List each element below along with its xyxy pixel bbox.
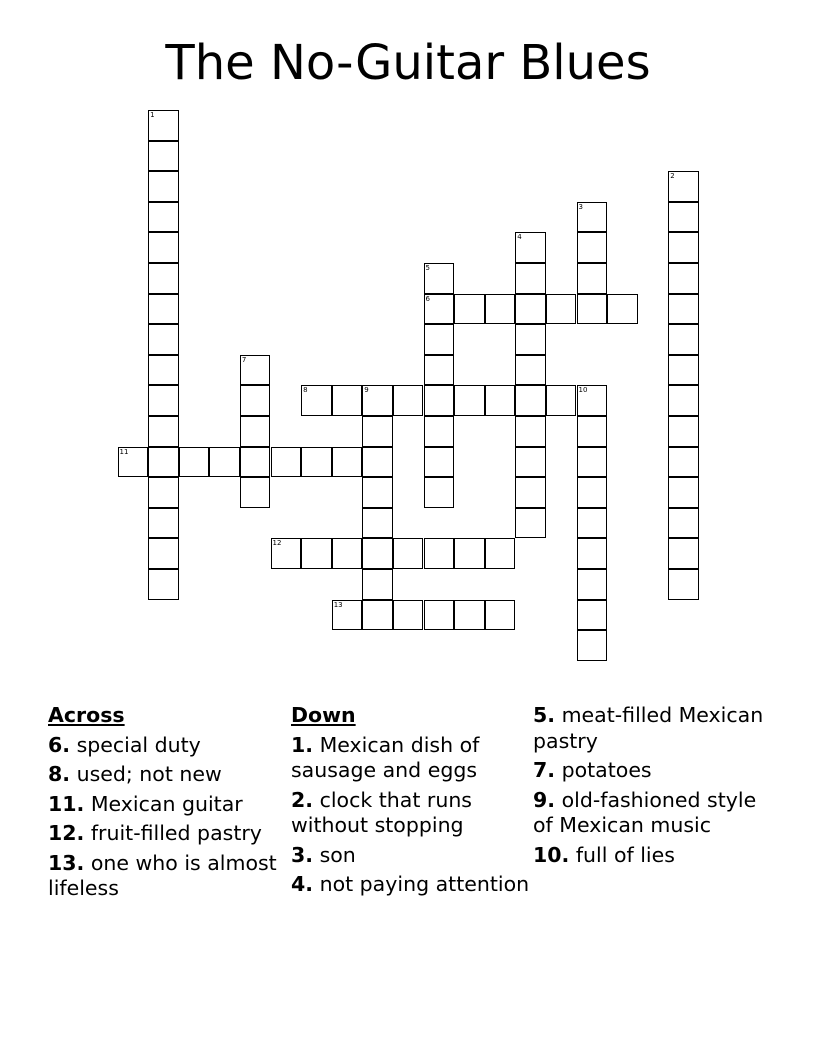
grid-cell[interactable] bbox=[332, 538, 363, 569]
grid-cell[interactable] bbox=[515, 355, 546, 386]
clue-item bbox=[291, 733, 531, 784]
grid-cell[interactable] bbox=[454, 294, 485, 325]
cell-number: 13 bbox=[333, 600, 343, 609]
cell-number: 10 bbox=[578, 386, 588, 395]
grid-cell[interactable] bbox=[577, 263, 608, 294]
clue-number: 3. bbox=[291, 842, 314, 867]
grid-cell[interactable] bbox=[240, 355, 271, 386]
clue-number: 10. bbox=[533, 842, 570, 867]
grid-cell[interactable] bbox=[393, 385, 424, 416]
cell-number: 6 bbox=[425, 294, 430, 303]
clue-number: 1. bbox=[291, 732, 314, 757]
grid-cell[interactable] bbox=[240, 416, 271, 447]
grid-cell[interactable] bbox=[485, 294, 516, 325]
clue-text: clock that runs without stopping bbox=[291, 787, 472, 837]
grid-cell[interactable] bbox=[424, 294, 455, 325]
grid-cell[interactable] bbox=[515, 447, 546, 478]
clue-text: potatoes bbox=[555, 758, 652, 782]
clue-item bbox=[533, 788, 773, 839]
clue-item bbox=[291, 872, 531, 898]
grid-cell[interactable] bbox=[668, 324, 699, 355]
grid-cell[interactable] bbox=[424, 385, 455, 416]
cell-number: 9 bbox=[364, 386, 369, 395]
clue-text: special duty bbox=[70, 732, 201, 757]
grid-cell[interactable] bbox=[271, 538, 302, 569]
cell-number: 3 bbox=[578, 202, 583, 211]
cell-number: 11 bbox=[119, 447, 129, 456]
grid-cell[interactable] bbox=[668, 477, 699, 508]
grid-cell[interactable] bbox=[148, 324, 179, 355]
clue-text: son bbox=[313, 842, 356, 867]
grid-cell[interactable] bbox=[148, 538, 179, 569]
grid-cell[interactable] bbox=[454, 538, 485, 569]
grid-cell[interactable] bbox=[148, 355, 179, 386]
cell-number: 12 bbox=[272, 539, 282, 548]
grid-cell[interactable] bbox=[454, 385, 485, 416]
grid-cell[interactable] bbox=[577, 538, 608, 569]
clue-text: not paying attention bbox=[313, 872, 530, 896]
cell-number: 8 bbox=[303, 386, 308, 395]
grid-cell[interactable] bbox=[301, 447, 332, 478]
grid-cell[interactable] bbox=[515, 477, 546, 508]
grid-cell[interactable] bbox=[577, 416, 608, 447]
grid-cell[interactable] bbox=[148, 447, 179, 478]
grid-cell[interactable] bbox=[668, 569, 699, 600]
clue-item bbox=[533, 758, 773, 784]
grid-cell[interactable] bbox=[148, 294, 179, 325]
clue-number: 2. bbox=[291, 787, 314, 812]
grid-cell[interactable] bbox=[179, 447, 210, 478]
grid-cell[interactable] bbox=[668, 355, 699, 386]
grid-cell[interactable] bbox=[362, 385, 393, 416]
grid-cell[interactable] bbox=[577, 202, 608, 233]
clue-number: 12. bbox=[48, 821, 85, 845]
clue-number: 8. bbox=[48, 762, 71, 786]
grid-cell[interactable] bbox=[118, 447, 149, 478]
grid-cell[interactable] bbox=[668, 508, 699, 539]
grid-cell[interactable] bbox=[301, 385, 332, 416]
grid-cell[interactable] bbox=[240, 477, 271, 508]
grid-cell[interactable] bbox=[485, 538, 516, 569]
grid-cell[interactable] bbox=[668, 294, 699, 325]
down-clues bbox=[291, 703, 531, 902]
clue-text: Mexican guitar bbox=[84, 791, 243, 816]
grid-cell[interactable] bbox=[148, 141, 179, 172]
grid-cell[interactable] bbox=[148, 508, 179, 539]
cell-number: 1 bbox=[150, 111, 155, 119]
grid-cell[interactable] bbox=[607, 294, 638, 325]
clue-text: one who is almost lifeless bbox=[48, 850, 277, 900]
grid-cell[interactable] bbox=[515, 232, 546, 263]
grid-cell[interactable] bbox=[668, 263, 699, 294]
grid-cell[interactable] bbox=[424, 538, 455, 569]
grid-cell[interactable] bbox=[148, 477, 179, 508]
grid-cell[interactable] bbox=[424, 477, 455, 508]
grid-cell[interactable] bbox=[454, 600, 485, 631]
across-clues bbox=[48, 703, 283, 906]
grid-cell[interactable] bbox=[362, 600, 393, 631]
grid-cell[interactable] bbox=[240, 447, 271, 478]
clue-text: Mexican dish of sausage and eggs bbox=[291, 732, 480, 782]
clue-text: meat-filled Mexican pastry bbox=[533, 703, 764, 753]
grid-cell[interactable] bbox=[362, 477, 393, 508]
across-heading: Across bbox=[48, 703, 125, 727]
clue-number: 11. bbox=[48, 791, 85, 816]
grid-cell[interactable] bbox=[148, 263, 179, 294]
grid-cell[interactable] bbox=[577, 294, 608, 325]
grid-cell[interactable] bbox=[577, 232, 608, 263]
clue-number: 7. bbox=[533, 758, 556, 782]
down-heading: Down bbox=[291, 703, 356, 727]
clue-text: fruit-filled pastry bbox=[84, 821, 262, 845]
grid-cell[interactable] bbox=[148, 385, 179, 416]
grid-cell[interactable] bbox=[148, 171, 179, 202]
cell-number: 4 bbox=[517, 233, 522, 242]
grid-cell[interactable] bbox=[668, 232, 699, 263]
grid-cell[interactable] bbox=[148, 202, 179, 233]
grid-cell[interactable] bbox=[362, 569, 393, 600]
grid-cell[interactable] bbox=[668, 538, 699, 569]
grid-cell[interactable] bbox=[362, 416, 393, 447]
clue-item bbox=[533, 703, 773, 754]
cell-number: 7 bbox=[241, 355, 247, 364]
down-clues-continued bbox=[533, 703, 773, 872]
grid-cell[interactable] bbox=[424, 355, 455, 386]
clue-text: old-fashioned style of Mexican music bbox=[533, 787, 757, 837]
grid-cell[interactable] bbox=[362, 538, 393, 569]
grid-cell[interactable] bbox=[668, 202, 699, 233]
grid-cell[interactable] bbox=[515, 294, 546, 325]
clue-number: 9. bbox=[533, 787, 556, 812]
clue-item bbox=[48, 792, 283, 818]
grid-cell[interactable] bbox=[577, 477, 608, 508]
grid-cell[interactable] bbox=[301, 538, 332, 569]
grid-cell[interactable] bbox=[485, 600, 516, 631]
grid-cell[interactable] bbox=[515, 508, 546, 539]
clue-number: 6. bbox=[48, 732, 71, 757]
grid-cell[interactable] bbox=[148, 232, 179, 263]
grid-cell[interactable] bbox=[240, 385, 271, 416]
grid-cell[interactable] bbox=[577, 508, 608, 539]
grid-cell[interactable] bbox=[424, 263, 455, 294]
grid-cell[interactable] bbox=[577, 630, 608, 661]
grid-cell[interactable] bbox=[668, 416, 699, 447]
grid-cell[interactable] bbox=[668, 171, 699, 202]
grid-cell[interactable] bbox=[148, 416, 179, 447]
clue-item bbox=[48, 733, 283, 759]
clue-item bbox=[533, 843, 773, 869]
grid-cell[interactable] bbox=[668, 385, 699, 416]
clue-number: 13. bbox=[48, 850, 85, 875]
grid-cell[interactable] bbox=[424, 416, 455, 447]
puzzle-title: The No-Guitar Blues bbox=[165, 35, 651, 91]
grid-cell[interactable] bbox=[515, 416, 546, 447]
grid-cell[interactable] bbox=[515, 385, 546, 416]
grid-cell[interactable] bbox=[546, 385, 577, 416]
grid-cell[interactable] bbox=[515, 263, 546, 294]
clue-text: used; not new bbox=[70, 762, 222, 786]
grid-cell[interactable] bbox=[148, 110, 179, 141]
grid-cell[interactable] bbox=[577, 600, 608, 631]
clue-text: full of lies bbox=[569, 842, 675, 867]
grid-cell[interactable] bbox=[332, 385, 363, 416]
grid-cell[interactable] bbox=[546, 294, 577, 325]
grid-cell[interactable] bbox=[577, 569, 608, 600]
clue-item bbox=[291, 843, 531, 869]
clue-item bbox=[48, 851, 283, 902]
grid-cell[interactable] bbox=[393, 538, 424, 569]
cell-number: 5 bbox=[425, 264, 430, 272]
grid-cell[interactable] bbox=[271, 447, 302, 478]
clue-number: 5. bbox=[533, 703, 556, 727]
grid-cell[interactable] bbox=[362, 447, 393, 478]
grid-cell[interactable] bbox=[668, 447, 699, 478]
grid-cell[interactable] bbox=[332, 447, 363, 478]
clue-item bbox=[48, 821, 283, 847]
clue-item bbox=[48, 762, 283, 788]
grid-cell[interactable] bbox=[209, 447, 240, 478]
grid-cell[interactable] bbox=[424, 600, 455, 631]
grid-cell[interactable] bbox=[515, 324, 546, 355]
clue-item bbox=[291, 788, 531, 839]
grid-cell[interactable] bbox=[332, 600, 363, 631]
grid-cell[interactable] bbox=[577, 385, 608, 416]
grid-cell[interactable] bbox=[424, 324, 455, 355]
grid-cell[interactable] bbox=[148, 569, 179, 600]
clue-number: 4. bbox=[291, 872, 314, 896]
cell-number: 2 bbox=[670, 172, 675, 181]
grid-cell[interactable] bbox=[393, 600, 424, 631]
grid-cell[interactable] bbox=[577, 447, 608, 478]
grid-cell[interactable] bbox=[485, 385, 516, 416]
grid-cell[interactable] bbox=[362, 508, 393, 539]
grid-cell[interactable] bbox=[424, 447, 455, 478]
